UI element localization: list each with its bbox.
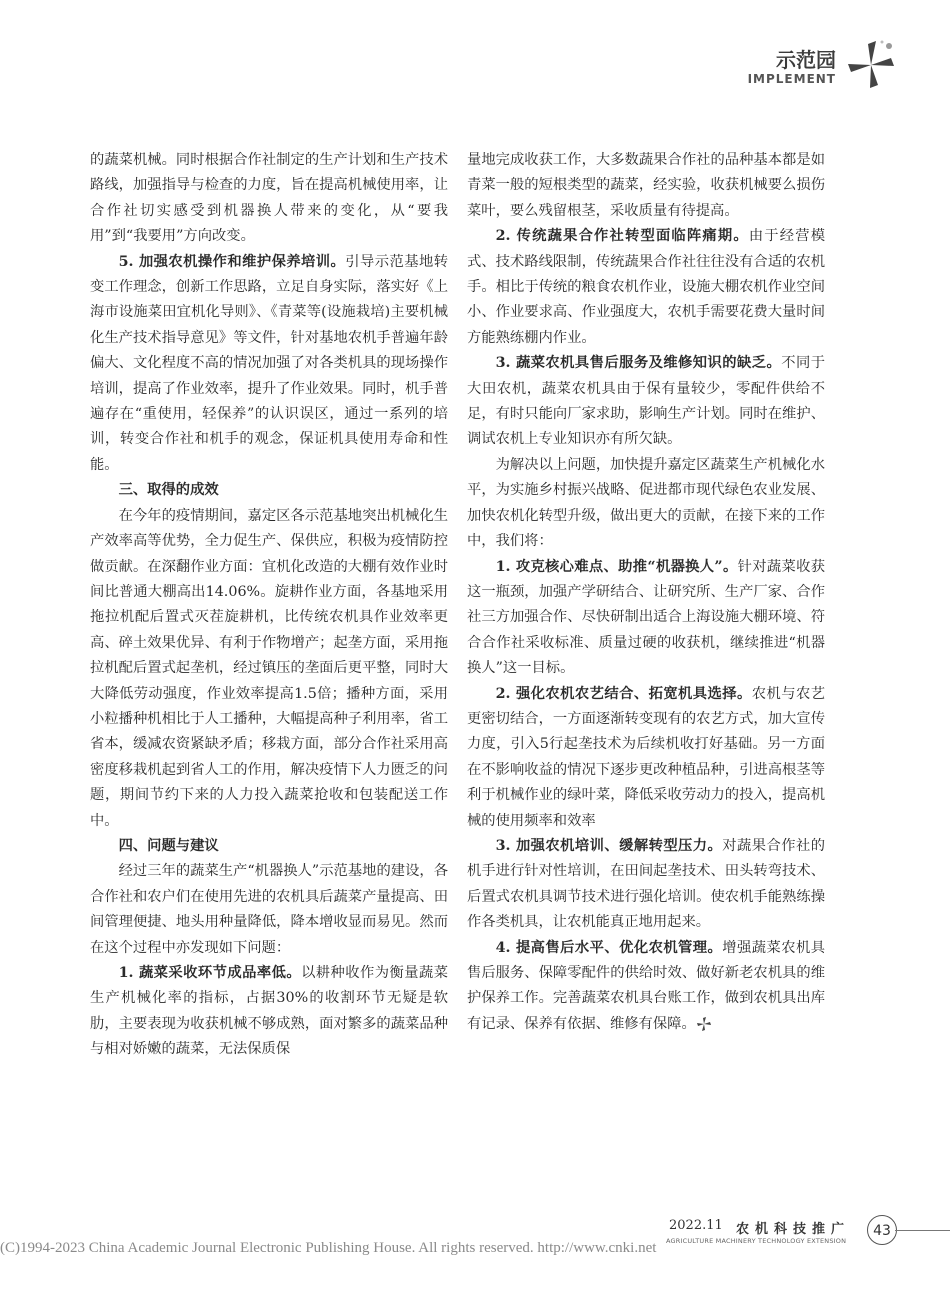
copyright-notice: (C)1994-2023 China Academic Journal Electronic Publishing House. All rights reserved. http://www.cnki.net [0,1240,657,1256]
paragraph-body: 增强蔬菜农机具售后服务、保障零配件的供给时效、做好新老农机具的维护保养工作。完善蔬菜农机具台账工作，做到农机具出库有记录、保养有依据、维修有保障。 [467,939,826,1032]
paragraph [467,682,825,834]
pinwheel-logo-icon [844,38,898,92]
magazine-title: 农机科技推广 [736,1222,851,1237]
paragraph-body: 引导示范基地转变工作理念，创新工作思路，立足自身实际，落实好《上海市设施菜田宜机化导则》、《青菜等(设施栽培)主要机械化生产技术指导意见》等文件，针对基地农机手普遍年龄偏大、文化程度不高的情况加强了对各类机具的现场操作培训，提高了作业效率，提升了作业效果。同时，机手普遍存在“重使用，轻保养”的认识误区，通过一系列的培训，转变合作社和机手的观念，保证机具使用寿命和性能。 [90,253,449,473]
paragraph-heading: 4. 提高售后水平、优化农机管理。 [495,939,723,956]
paragraph [90,250,448,479]
paragraph [467,936,825,1038]
paragraph [90,961,448,1063]
paragraph-body: 对蔬果合作社的机手进行针对性培训，在田间起垄技术、田头转弯技术、后置式农机具调节技术进行强化培训。使农机手能熟练操作各类机具，让农机能真正地用起来。 [467,837,826,931]
footer-divider [895,1230,950,1231]
paragraph-heading: 1. 攻克核心难点、助推“机器换人”。 [495,558,738,575]
paragraph-heading: 2. 强化农机农艺结合、拓宽机具选择。 [495,685,752,702]
paragraph-body: 针对蔬菜收获这一瓶颈，加强产学研结合、让研究所、生产厂家、合作社三方加强合作、尽快研制出适合上海设施大棚环境、符合合作社采收标准、质量过硬的收获机，继续推进“机器换人”这一目标。 [467,558,825,677]
paragraph [467,224,825,351]
paragraph-body: 由于经营模式、技术路线限制，传统蔬果合作社往往没有合适的农机手。相比于传统的粮食农机作业，设施大棚农机作业空间小、作业要求高、作业强度大，农机手需要花费大量时间方能熟练棚内作业。 [467,228,826,346]
paragraph: 的蔬菜机械。同时根据合作社制定的生产计划和生产技术路线，加强指导与检查的力度，旨在提高机械使用率，让合作社切实感受到机器换人带来的变化，从“要我用”到“我要用”方向改变。 [90,152,448,245]
paragraph-heading: 3. 加强农机培训、缓解转型压力。 [495,837,723,854]
paragraph-heading: 3. 蔬菜农机具售后服务及维修知识的缺乏。 [495,355,782,372]
paragraph: 在今年的疫情期间，嘉定区各示范基地突出机械化生产效率高等优势，全力促生产、保供应，积极为疫情防控做贡献。在深翻作业方面：宜机化改造的大棚有效作业时间比普通大棚高出14.06%。旋耕作业方面，各基地采用拖拉机配后置式灭茬旋耕机，比传统农机具作业效率更高、碎土效果优异、有利于作物增产；起垄方面，采用拖拉机配后置式起垄机，经过镇压的垄面后更平整，同时大大降低劳动强度，作业效率提高1.5倍；播种方面，采用小粒播种机相比于人工播种，大幅提高种子利用率，省工省本，缓减农资紧缺矛盾；移栽方面，部分合作社采用高密度移栽机起到省人工的作用，解决疫情下人力匮乏的问题，期间节约下来的人力投入蔬菜抢收和包装配送工作中。 [90,507,448,829]
paragraph-body: 以耕种收作为衡量蔬菜生产机械化率的指标，占据30%的收割环节无疑是软肋，主要表现为收获机械不够成熟，面对繁多的蔬菜品种与相对娇嫩的蔬菜，无法保质保 [90,965,449,1058]
section-subtitle: IMPLEMENT [747,72,836,86]
paragraph [467,834,825,936]
issue-date: 2022.11 [669,1218,723,1233]
paragraph-body: 农机与农艺更密切结合，一方面逐渐转变现有的农艺方式，加大宣传力度，引入5行起垄技术为后续机收打好基础。另一方面在不影响收益的情况下逐步更改种植品种，引进高根茎等利于机械作业的绿叶菜，降低采收劳动力的投入，提高机械的使用频率和效率 [467,685,825,829]
paragraph-heading: 5. 加强农机操作和维护保养培训。 [118,253,346,270]
magazine-title-en: AGRICULTURE MACHINERY TECHNOLOGY EXTENSION [666,1237,847,1245]
paragraph [467,351,825,453]
end-mark-icon [696,1017,712,1031]
section-title: 示范园 [776,48,836,72]
paragraph: 为解决以上问题，加快提升嘉定区蔬菜生产机械化水平，为实施乡村振兴战略、促进都市现代绿色农业发展、加快农机化转型升级，做出更大的贡献，在接下来的工作中，我们将： [467,456,825,550]
right-column [467,148,825,1037]
paragraph-body: 不同于大田农机，蔬菜农机具由于保有量较少，零配件供给不足，有时只能向厂家求助，影响生产计划。同时在维护、调试农机上专业知识亦有所欠缺。 [467,355,826,448]
paragraph: 经过三年的蔬菜生产“机器换人”示范基地的建设，各合作社和农户们在使用先进的农机具后蔬菜产量提高、田间管理便捷、地头用种量降低，降本增收显而易见。然而在这个过程中亦发现如下问题： [90,863,448,956]
paragraph-heading: 1. 蔬菜采收环节成品率低。 [118,965,302,981]
paragraph [467,555,825,682]
left-column [90,148,448,1063]
paragraph: 量地完成收获工作，大多数蔬果合作社的品种基本都是如青菜一般的短根类型的蔬菜，经实验，收获机械要么损伤菜叶，要么残留根茎，采收质量有待提高。 [467,152,825,219]
section-heading: 三、取得的成效 [118,482,219,499]
section-heading: 四、问题与建议 [118,837,219,854]
paragraph-heading: 2. 传统蔬果合作社转型面临阵痛期。 [495,228,749,245]
section-header [698,38,898,98]
page-number: 43 [867,1215,897,1245]
page-footer [0,1218,950,1278]
